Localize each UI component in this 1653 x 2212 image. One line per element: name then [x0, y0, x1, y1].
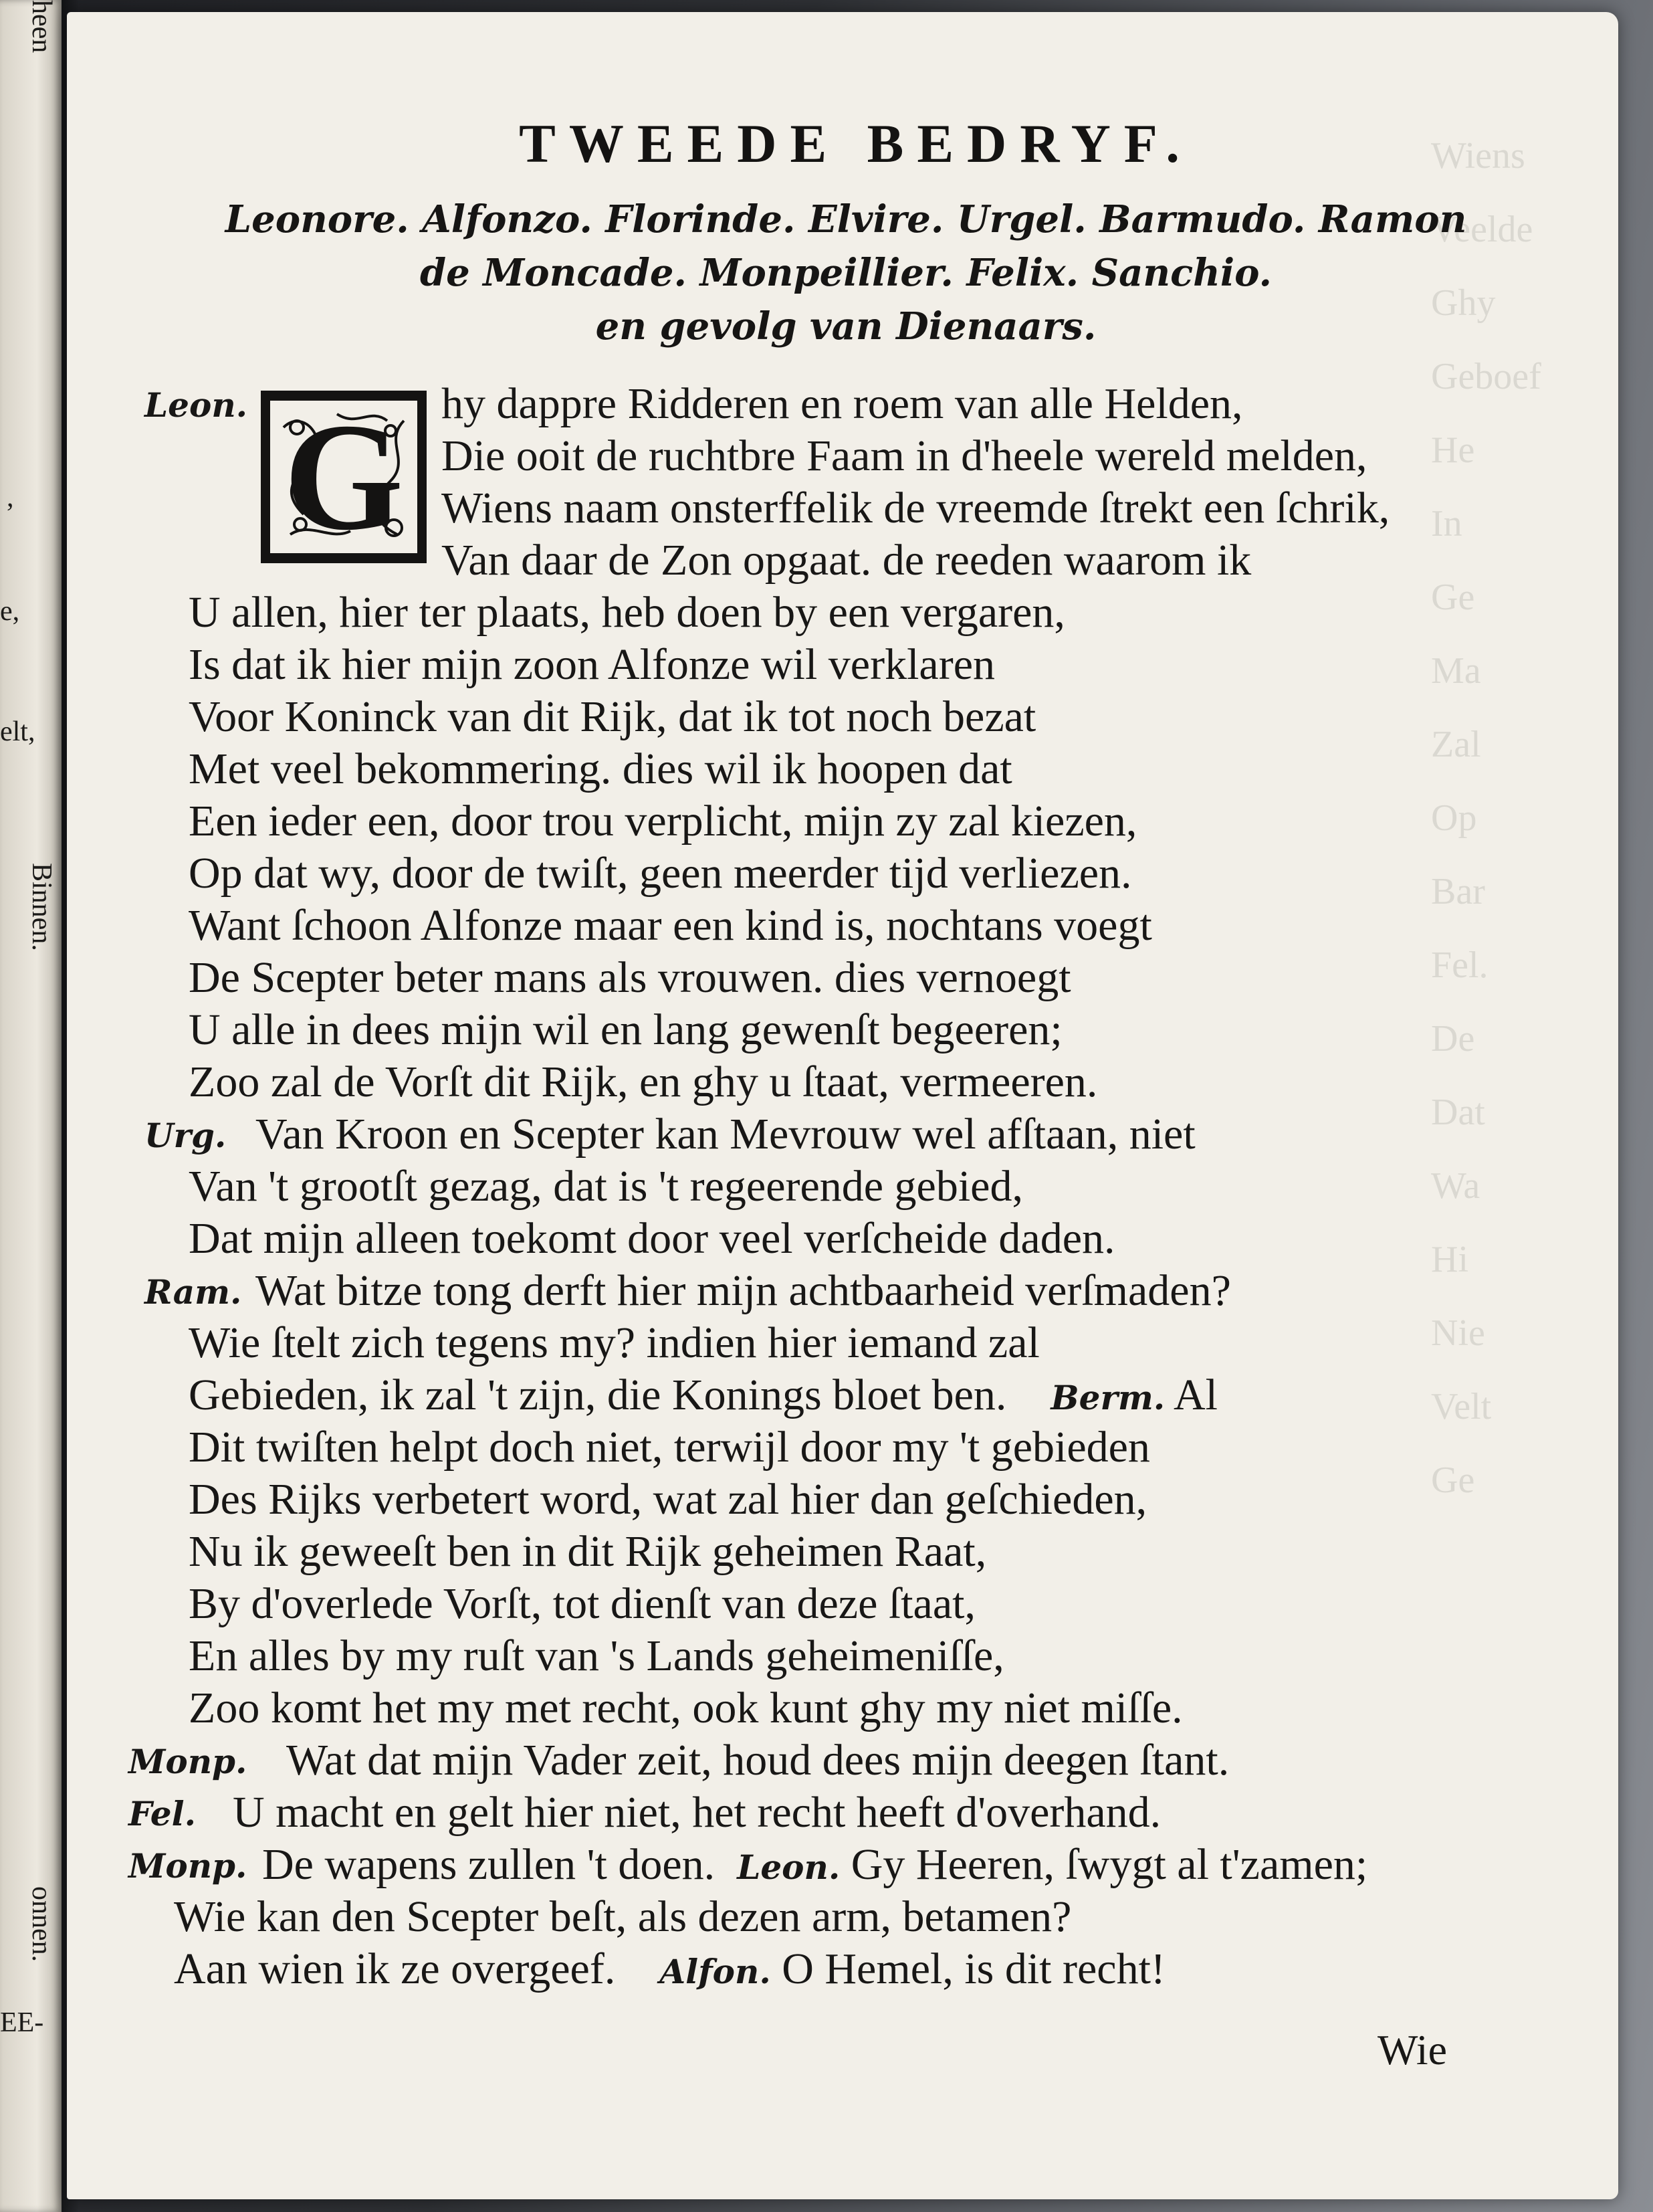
- verse-line: Een ieder een, door trou verplicht, mijn zy zal kiezen,: [189, 797, 1137, 845]
- verse-line: Zoo komt het my met recht, ook kunt ghy my niet miſſe.: [189, 1684, 1183, 1732]
- book-page: [67, 12, 1618, 2199]
- left-page-fragment: onnen.: [26, 1886, 57, 1963]
- left-page-fragment: ,: [7, 482, 14, 513]
- left-page-fragment: elt,: [0, 716, 35, 747]
- verse-line: Des Rijks verbetert word, wat zal hier dan geſchieden,: [189, 1475, 1147, 1524]
- act-title: TWEEDE BEDRYF.: [519, 113, 1193, 174]
- verse-line: Met veel bekommering. dies wil ik hoopen dat: [189, 744, 1012, 793]
- verse-line: hy dappre Ridderen en roem van alle Helden,: [441, 379, 1243, 428]
- ornamental-initial: [261, 391, 427, 563]
- verse-text: Al: [1174, 1371, 1218, 1419]
- verse-text: Aan wien ik ze overgeef.: [174, 1944, 616, 1993]
- verse-line: Voor Koninck van dit Rijk, dat ik tot noch bezat: [189, 692, 1036, 741]
- left-page-fragment: heen: [26, 0, 57, 54]
- verse-line: Van Kroon en Scepter kan Mevrouw wel afſtaan, niet: [255, 1110, 1196, 1159]
- left-page-fragment: e,: [0, 596, 20, 627]
- verse-text: De wapens zullen 't doen.: [262, 1840, 715, 1889]
- cast-line: Leonore. Alfonzo. Florinde. Elvire. Urgel. Barmudo. Ramon: [225, 197, 1467, 241]
- verse-line: Wat bitze tong derft hier mijn achtbaarheid verſmaden?: [255, 1266, 1231, 1315]
- verse-line: Is dat ik hier mijn zoon Alfonze wil verklaren: [189, 640, 995, 689]
- verse-text: Gebieden, ik zal 't zijn, die Konings bloet ben.: [189, 1371, 1007, 1419]
- verse-line: [262, 1839, 1367, 1890]
- drop-cap-letter: G: [284, 391, 404, 562]
- verse-line: Dat mijn alleen toekomt door veel verſcheide daden.: [189, 1214, 1115, 1263]
- verse-line: [189, 1370, 1218, 1421]
- left-page-fragment: EE-: [0, 2007, 44, 2038]
- inline-speaker-label: Leon.: [737, 1847, 841, 1887]
- verse-line: [174, 1944, 1166, 1995]
- verse-line: De Scepter beter mans als vrouwen. dies vernoegt: [189, 953, 1071, 1002]
- inline-speaker-label: Berm.: [1051, 1378, 1166, 1417]
- verse-line: Op dat wy, door de twiſt, geen meerder tijd verliezen.: [189, 849, 1132, 898]
- cast-line: de Moncade. Monpeillier. Felix. Sanchio.: [419, 251, 1273, 295]
- facing-left-page: [0, 0, 62, 2212]
- verse-line: En alles by my ruſt van 's Lands geheimeniſſe,: [189, 1631, 1004, 1680]
- speaker-label: Monp.: [128, 1742, 247, 1781]
- verse-line: U allen, hier ter plaats, heb doen by een vergaren,: [189, 588, 1065, 637]
- verse-line: U macht en gelt hier niet, het recht heeft d'overhand.: [233, 1788, 1162, 1837]
- verse-line: Dit twiſten helpt doch niet, terwijl door my 't gebieden: [189, 1423, 1150, 1472]
- catchword: Wie: [1378, 2026, 1448, 2074]
- verse-line: Wie ſtelt zich tegens my? indien hier iemand zal: [189, 1318, 1040, 1367]
- cast-line: en gevolg van Dienaars.: [595, 304, 1097, 348]
- verse-line: U alle in dees mijn wil en lang gewenſt begeeren;: [189, 1005, 1063, 1054]
- inline-speaker-label: Alfon.: [659, 1952, 771, 1991]
- speaker-label: Leon.: [144, 385, 248, 425]
- verse-line: By d'overlede Vorſt, tot dienſt van deze ſtaat,: [189, 1579, 976, 1628]
- verse-line: Wie kan den Scepter beſt, als dezen arm, betamen?: [174, 1892, 1072, 1941]
- speaker-label: Monp.: [128, 1846, 247, 1886]
- verse-line: Zoo zal de Vorſt dit Rijk, en ghy u ſtaat, vermeeren.: [189, 1058, 1098, 1106]
- cast-list: [174, 193, 1518, 353]
- verse-line: Van daar de Zon opgaat. de reeden waarom ik: [441, 536, 1252, 585]
- verse-line: Van 't grootſt gezag, dat is 't regeerende gebied,: [189, 1162, 1023, 1211]
- bleed-through-text: Wiens Veelde Ghy Geboef He In Ge Ma Zal Op Bar Fel. De Dat Wa Hi Nie Velt Ge: [1431, 135, 1541, 1501]
- speaker-label: Ram.: [144, 1272, 242, 1312]
- verse-text: Gy Heeren, ſwygt al t'zamen;: [851, 1840, 1368, 1889]
- speaker-label: Urg.: [144, 1116, 227, 1155]
- verse-line: Die ooit de ruchtbre Faam in d'heele wereld melden,: [441, 431, 1367, 480]
- verse-line: Wat dat mijn Vader zeit, houd dees mijn deegen ſtant.: [286, 1736, 1230, 1785]
- verse-line: Wiens naam onsterffelik de vreemde ſtrekt een ſchrik,: [441, 484, 1390, 532]
- speaker-label: Fel.: [128, 1794, 196, 1833]
- left-page-fragment: Binnen.: [26, 863, 57, 951]
- verse-line: Nu ik geweeſt ben in dit Rijk geheimen Raat,: [189, 1527, 987, 1576]
- verse-text: O Hemel, is dit recht!: [782, 1944, 1166, 1993]
- verse-line: Want ſchoon Alfonze maar een kind is, nochtans voegt: [189, 901, 1152, 950]
